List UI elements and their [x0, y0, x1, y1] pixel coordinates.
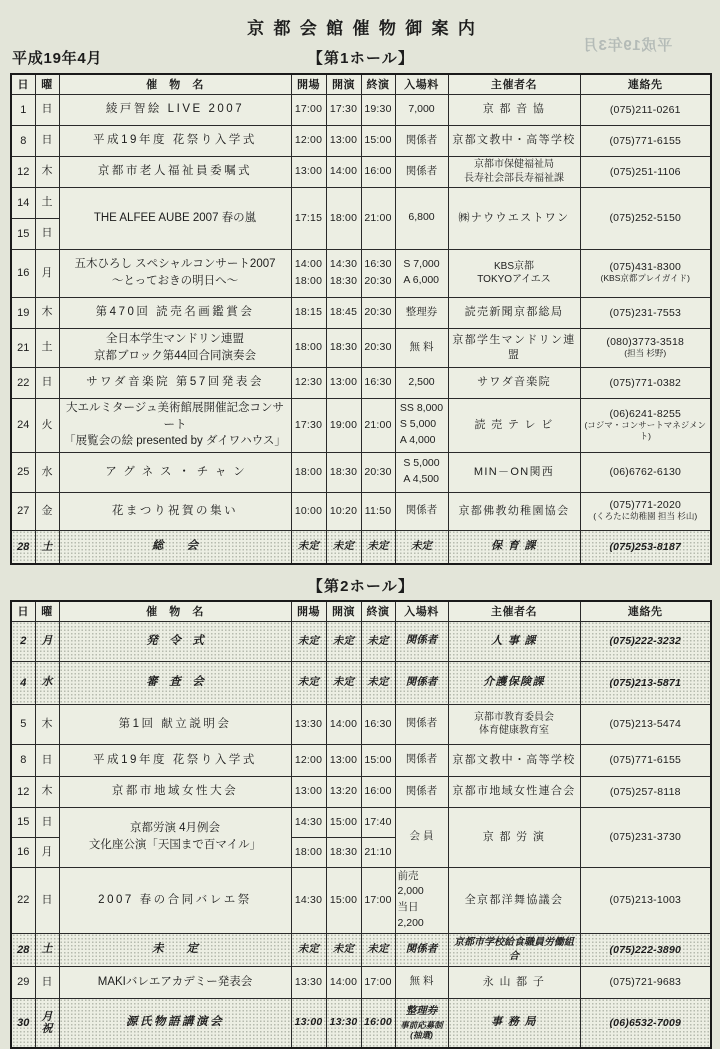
table-row — [11, 249, 711, 297]
date-label: 平成19年4月 — [12, 50, 103, 67]
hall2-heading: 【第2ホール】 — [307, 578, 415, 595]
cell-time: 21:00 — [361, 398, 395, 452]
cell-time: 16:30 — [361, 367, 395, 398]
cell-time: 14:00 — [326, 156, 361, 187]
cell-event: 綾戸智絵 LIVE 2007 — [59, 94, 291, 125]
cell-weekday: 木 — [35, 297, 59, 328]
cell-weekday: 日 — [35, 807, 59, 837]
cell-time: 14:30 — [291, 807, 326, 837]
cell-time: 19:00 — [326, 398, 361, 452]
cell-time: 14:00 18:00 — [291, 249, 326, 297]
cell-event: 審 査 会 — [59, 661, 291, 704]
cell-event: 平成19年度 花祭り入学式 — [59, 125, 291, 156]
column-header: 催 物 名 — [59, 601, 291, 621]
cell-time: 14:00 — [326, 966, 361, 998]
cell-time: 16:00 — [361, 776, 395, 807]
cell-admission: 会 員 — [395, 807, 448, 867]
cell-time: 13:30 — [326, 998, 361, 1048]
cell-time: 15:00 — [326, 867, 361, 933]
cell-contact: (075)252-5150 — [580, 187, 711, 249]
cell-time: 17:15 — [291, 187, 326, 249]
cell-time: 未定 — [291, 933, 326, 966]
cell-contact: (075)213-1003 — [580, 867, 711, 933]
cell-contact: (075)213-5474 — [580, 704, 711, 744]
cell-admission: 関係者 — [395, 661, 448, 704]
cell-time: 18:00 — [326, 187, 361, 249]
cell-day: 5 — [11, 704, 35, 744]
cell-time: 13:00 — [326, 744, 361, 776]
cell-day: 8 — [11, 125, 35, 156]
cell-event: 全日本学生マンドリン連盟 京都ブロック第44回合同演奏会 — [59, 328, 291, 367]
hall1-body — [11, 94, 711, 564]
cell-time: 未定 — [291, 530, 326, 564]
table-row — [11, 297, 711, 328]
cell-admission: 無 料 — [395, 328, 448, 367]
column-header: 日 — [11, 74, 35, 94]
cell-organizer: 全京都洋舞協議会 — [448, 867, 580, 933]
cell-day: 30 — [11, 998, 35, 1048]
cell-admission: 関係者 — [395, 621, 448, 661]
cell-time: 12:00 — [291, 744, 326, 776]
column-header: 主催者名 — [448, 74, 580, 94]
cell-day: 4 — [11, 661, 35, 704]
column-header: 終演 — [361, 74, 395, 94]
hall2-body — [11, 621, 711, 1048]
cell-time: 18:00 — [291, 452, 326, 492]
cell-time: 16:30 — [361, 704, 395, 744]
cell-time: 20:30 — [361, 452, 395, 492]
cell-event: 総 会 — [59, 530, 291, 564]
cell-time: 未定 — [361, 621, 395, 661]
cell-organizer: MIN－ON関西 — [448, 452, 580, 492]
table-row — [11, 661, 711, 704]
table-row — [11, 530, 711, 564]
cell-time: 16:00 — [361, 998, 395, 1048]
cell-admission: S 5,000 A 4,500 — [395, 452, 448, 492]
cell-day: 22 — [11, 867, 35, 933]
cell-contact: (075)771-2020 (くろたに幼稚園 担当 杉山) — [580, 492, 711, 530]
cell-weekday: 金 — [35, 492, 59, 530]
header-row — [11, 74, 711, 94]
cell-event: 第470回 読売名画鑑賞会 — [59, 297, 291, 328]
column-header: 連絡先 — [580, 601, 711, 621]
table-row — [11, 452, 711, 492]
cell-contact: (075)222-3890 — [580, 933, 711, 966]
cell-weekday: 木 — [35, 156, 59, 187]
cell-day: 1 — [11, 94, 35, 125]
cell-weekday: 月 祝 — [35, 998, 59, 1048]
cell-weekday: 月 — [35, 249, 59, 297]
table-row — [11, 398, 711, 452]
cell-organizer: 京都佛教幼稚園協会 — [448, 492, 580, 530]
cell-time: 17:00 — [361, 867, 395, 933]
table-row — [11, 966, 711, 998]
cell-event: 第1回 献立説明会 — [59, 704, 291, 744]
cell-event: 大エルミタージュ美術館展開催記念コンサート 「展覧会の絵 presented by ダイワハウス」 — [59, 398, 291, 452]
cell-organizer: 読 売 テ レ ビ — [448, 398, 580, 452]
table-row — [11, 704, 711, 744]
cell-contact: (075)231-7553 — [580, 297, 711, 328]
cell-day: 28 — [11, 933, 35, 966]
cell-organizer: 永 山 都 子 — [448, 966, 580, 998]
hall1-header — [11, 74, 711, 94]
cell-day: 24 — [11, 398, 35, 452]
cell-event: 五木ひろし スペシャルコンサート2007 ～とっておきの明日へ～ — [59, 249, 291, 297]
cell-contact: (075)431-8300 (KBS京都プレイガイド) — [580, 249, 711, 297]
cell-admission: 関係者 — [395, 156, 448, 187]
cell-admission: 前売 2,000 当日 2,200 — [395, 867, 448, 933]
cell-day: 16 — [11, 837, 35, 867]
cell-organizer: 京都市教育委員会 体育健康教育室 — [448, 704, 580, 744]
cell-time: 13:20 — [326, 776, 361, 807]
subheader-row — [10, 47, 712, 73]
column-header: 曜 — [35, 74, 59, 94]
cell-time: 13:00 — [326, 125, 361, 156]
cell-time: 14:30 — [291, 867, 326, 933]
cell-weekday: 日 — [35, 367, 59, 398]
cell-time: 20:30 — [361, 328, 395, 367]
column-header: 曜 — [35, 601, 59, 621]
cell-day: 22 — [11, 367, 35, 398]
cell-weekday: 木 — [35, 704, 59, 744]
table-row — [11, 328, 711, 367]
cell-time: 13:00 — [291, 156, 326, 187]
cell-time: 21:00 — [361, 187, 395, 249]
cell-time: 未定 — [291, 621, 326, 661]
column-header: 開演 — [326, 601, 361, 621]
cell-weekday: 火 — [35, 398, 59, 452]
cell-day: 29 — [11, 966, 35, 998]
cell-time: 17:40 — [361, 807, 395, 837]
cell-admission: 未定 — [395, 530, 448, 564]
cell-time: 12:30 — [291, 367, 326, 398]
cell-admission: 6,800 — [395, 187, 448, 249]
column-header: 開演 — [326, 74, 361, 94]
cell-contact: (075)231-3730 — [580, 807, 711, 867]
cell-admission: S 7,000 A 6,000 — [395, 249, 448, 297]
cell-contact: (075)721-9683 — [580, 966, 711, 998]
cell-weekday: 月 — [35, 621, 59, 661]
cell-day: 12 — [11, 156, 35, 187]
cell-time: 15:00 — [361, 125, 395, 156]
cell-time: 13:00 — [291, 998, 326, 1048]
cell-day: 25 — [11, 452, 35, 492]
cell-organizer: 京都文教中・高等学校 — [448, 744, 580, 776]
cell-organizer: 保 育 課 — [448, 530, 580, 564]
cell-time: 18:00 — [291, 328, 326, 367]
table-row — [11, 933, 711, 966]
cell-admission: 2,500 — [395, 367, 448, 398]
cell-time: 未定 — [361, 933, 395, 966]
cell-admission: SS 8,000 S 5,000 A 4,000 — [395, 398, 448, 452]
cell-admission: 関係者 — [395, 125, 448, 156]
cell-contact: (075)771-0382 — [580, 367, 711, 398]
cell-time: 18:30 — [326, 837, 361, 867]
column-header: 主催者名 — [448, 601, 580, 621]
cell-event: 発 令 式 — [59, 621, 291, 661]
cell-time: 18:30 — [326, 328, 361, 367]
cell-organizer: ㈱ナウウエストワン — [448, 187, 580, 249]
cell-time: 16:00 — [361, 156, 395, 187]
column-header: 入場料 — [395, 74, 448, 94]
hall1-heading: 【第1ホール】 — [307, 50, 415, 67]
cell-time: 10:00 — [291, 492, 326, 530]
cell-contact: (075)771-6155 — [580, 125, 711, 156]
cell-event: サワダ音楽院 第57回発表会 — [59, 367, 291, 398]
cell-time: 17:00 — [361, 966, 395, 998]
cell-day: 15 — [11, 218, 35, 249]
column-header: 終演 — [361, 601, 395, 621]
cell-time: 21:10 — [361, 837, 395, 867]
cell-time: 13:00 — [326, 367, 361, 398]
cell-weekday: 日 — [35, 125, 59, 156]
cell-weekday: 日 — [35, 218, 59, 249]
cell-day: 12 — [11, 776, 35, 807]
cell-weekday: 土 — [35, 187, 59, 218]
cell-time: 16:30 20:30 — [361, 249, 395, 297]
cell-event: 未 定 — [59, 933, 291, 966]
cell-organizer: 京 都 音 協 — [448, 94, 580, 125]
cell-organizer: 京都学生マンドリン連盟 — [448, 328, 580, 367]
cell-time: 13:30 — [291, 966, 326, 998]
cell-organizer: 京 都 労 演 — [448, 807, 580, 867]
cell-organizer: 介護保険課 — [448, 661, 580, 704]
cell-organizer: 読売新聞京都総局 — [448, 297, 580, 328]
cell-weekday: 土 — [35, 530, 59, 564]
cell-admission: 関係者 — [395, 933, 448, 966]
cell-weekday: 日 — [35, 867, 59, 933]
cell-organizer: サワダ音楽院 — [448, 367, 580, 398]
table-row — [11, 998, 711, 1048]
page-title: 京都会館催物御案内 — [247, 19, 485, 38]
cell-admission: 整理券 事前応募制 (抽選) — [395, 998, 448, 1048]
table-row — [11, 807, 711, 837]
cell-contact: (075)771-6155 — [580, 744, 711, 776]
column-header: 連絡先 — [580, 74, 711, 94]
cell-time: 18:30 — [326, 452, 361, 492]
cell-admission: 7,000 — [395, 94, 448, 125]
hall1-table — [10, 73, 712, 565]
cell-admission: 関係者 — [395, 704, 448, 744]
cell-time: 未定 — [361, 530, 395, 564]
table-row — [11, 776, 711, 807]
cell-contact: (06)6241-8255 (コジマ・コンサートマネジメント) — [580, 398, 711, 452]
cell-organizer: 人 事 課 — [448, 621, 580, 661]
table-row — [11, 156, 711, 187]
cell-time: 未定 — [361, 661, 395, 704]
cell-time: 未定 — [291, 661, 326, 704]
cell-time: 18:45 — [326, 297, 361, 328]
column-header: 催 物 名 — [59, 74, 291, 94]
cell-time: 未定 — [326, 621, 361, 661]
cell-weekday: 日 — [35, 744, 59, 776]
cell-day: 2 — [11, 621, 35, 661]
cell-event: 花まつり祝賀の集い — [59, 492, 291, 530]
cell-time: 未定 — [326, 933, 361, 966]
hall2-table — [10, 600, 712, 1049]
column-header: 開場 — [291, 74, 326, 94]
cell-organizer: 事 務 局 — [448, 998, 580, 1048]
cell-time: 18:15 — [291, 297, 326, 328]
cell-time: 10:20 — [326, 492, 361, 530]
cell-time: 11:50 — [361, 492, 395, 530]
cell-time: 15:00 — [326, 807, 361, 837]
cell-weekday: 木 — [35, 776, 59, 807]
cell-organizer: KBS京都 TOKYOアイエス — [448, 249, 580, 297]
cell-day: 8 — [11, 744, 35, 776]
cell-time: 20:30 — [361, 297, 395, 328]
cell-event: 平成19年度 花祭り入学式 — [59, 744, 291, 776]
cell-day: 16 — [11, 249, 35, 297]
cell-admission: 関係者 — [395, 776, 448, 807]
cell-contact: (075)211-0261 — [580, 94, 711, 125]
cell-event: 京都市地域女性大会 — [59, 776, 291, 807]
cell-weekday: 水 — [35, 661, 59, 704]
cell-time: 17:30 — [291, 398, 326, 452]
cell-time: 未定 — [326, 661, 361, 704]
cell-weekday: 土 — [35, 933, 59, 966]
table-row — [11, 367, 711, 398]
cell-time: 13:30 — [291, 704, 326, 744]
cell-contact: (075)213-5871 — [580, 661, 711, 704]
cell-day: 27 — [11, 492, 35, 530]
cell-organizer: 京都文教中・高等学校 — [448, 125, 580, 156]
column-header: 入場料 — [395, 601, 448, 621]
cell-contact: (080)3773-3518 (担当 杉野) — [580, 328, 711, 367]
cell-time: 14:30 18:30 — [326, 249, 361, 297]
table-row — [11, 621, 711, 661]
cell-event: 京都市老人福祉員委嘱式 — [59, 156, 291, 187]
cell-contact: (075)251-1106 — [580, 156, 711, 187]
cell-weekday: 土 — [35, 328, 59, 367]
cell-day: 28 — [11, 530, 35, 564]
column-header: 開場 — [291, 601, 326, 621]
table-row — [11, 744, 711, 776]
table-row — [11, 187, 711, 218]
cell-time: 14:00 — [326, 704, 361, 744]
hall2-header — [11, 601, 711, 621]
cell-time: 12:00 — [291, 125, 326, 156]
table-row — [11, 867, 711, 933]
cell-contact: (075)257-8118 — [580, 776, 711, 807]
cell-event: 京都労演 4月例会 文化座公演「天国まで百マイル」 — [59, 807, 291, 867]
cell-organizer: 京都市地域女性連合会 — [448, 776, 580, 807]
cell-time: 17:30 — [326, 94, 361, 125]
cell-weekday: 月 — [35, 837, 59, 867]
cell-event: MAKIバレエアカデミー発表会 — [59, 966, 291, 998]
cell-weekday: 日 — [35, 966, 59, 998]
cell-organizer: 京都市保健福祉局 長寿社会部長寿福祉課 — [448, 156, 580, 187]
cell-time: 19:30 — [361, 94, 395, 125]
cell-admission: 整理券 — [395, 297, 448, 328]
header-row — [11, 601, 711, 621]
cell-day: 21 — [11, 328, 35, 367]
cell-event: 源氏物語講演会 — [59, 998, 291, 1048]
cell-contact: (075)222-3232 — [580, 621, 711, 661]
cell-time: 15:00 — [361, 744, 395, 776]
cell-event: 2007 春の合同バレエ祭 — [59, 867, 291, 933]
cell-day: 19 — [11, 297, 35, 328]
cell-weekday: 水 — [35, 452, 59, 492]
cell-time: 未定 — [326, 530, 361, 564]
table-row — [11, 492, 711, 530]
cell-organizer: 京都市学校給食職員労働組合 — [448, 933, 580, 966]
cell-admission: 関係者 — [395, 744, 448, 776]
cell-day: 14 — [11, 187, 35, 218]
cell-contact: (06)6532-7009 — [580, 998, 711, 1048]
bleedthrough-text: 平成19年3月 — [581, 37, 672, 54]
cell-day: 15 — [11, 807, 35, 837]
cell-contact: (06)6762-6130 — [580, 452, 711, 492]
cell-weekday: 日 — [35, 94, 59, 125]
cell-admission: 無 料 — [395, 966, 448, 998]
cell-event: アグネス・チャン — [59, 452, 291, 492]
table-row — [11, 125, 711, 156]
cell-time: 18:00 — [291, 837, 326, 867]
cell-time: 13:00 — [291, 776, 326, 807]
cell-event: THE ALFEE AUBE 2007 春の嵐 — [59, 187, 291, 249]
column-header: 日 — [11, 601, 35, 621]
cell-contact: (075)253-8187 — [580, 530, 711, 564]
table-row — [11, 94, 711, 125]
cell-time: 17:00 — [291, 94, 326, 125]
cell-admission: 関係者 — [395, 492, 448, 530]
